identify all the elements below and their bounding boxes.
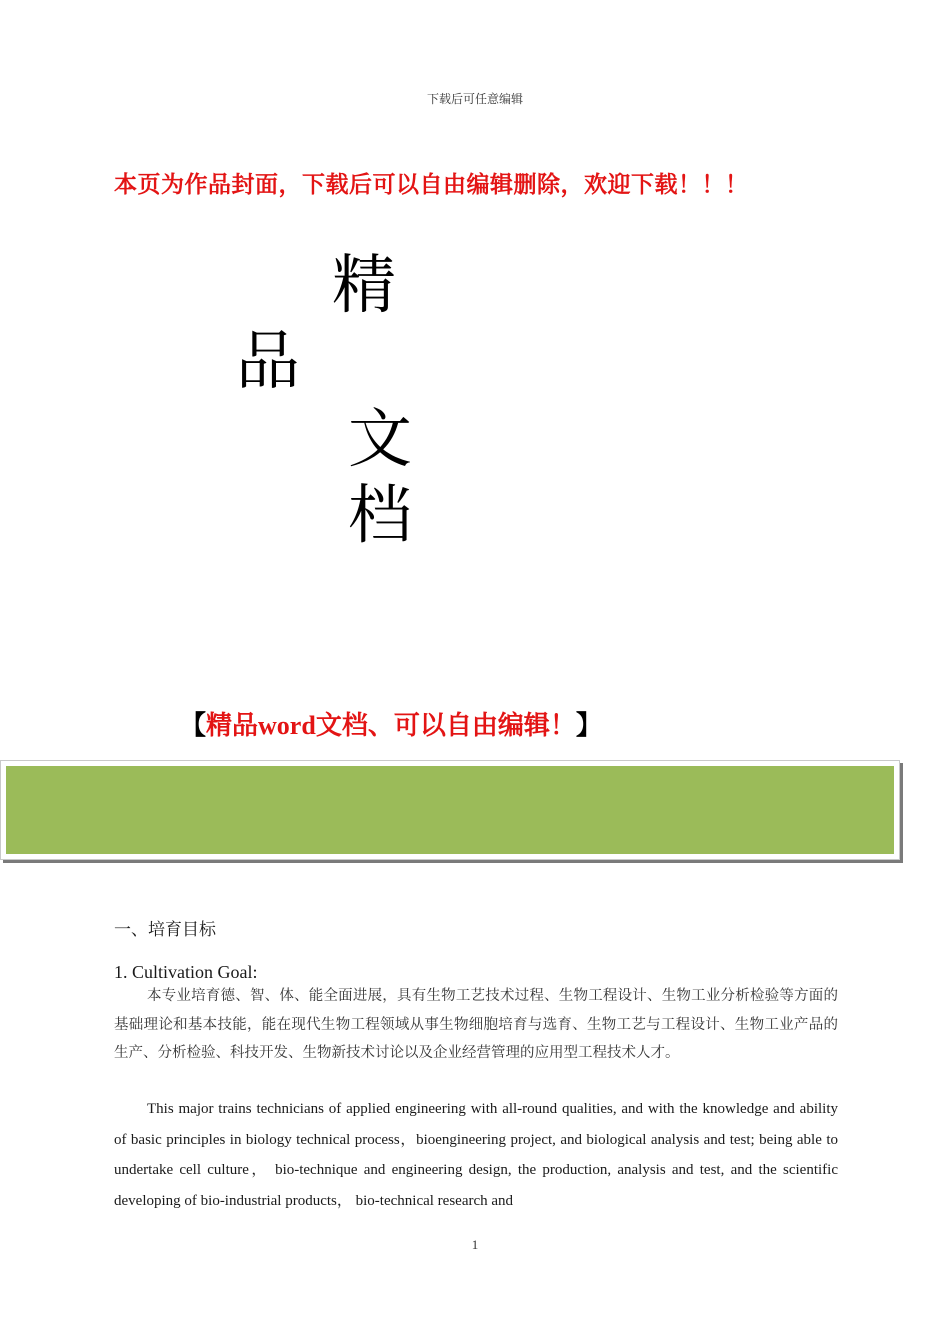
page-header-note: 下载后可任意编辑 xyxy=(426,92,523,106)
green-banner-fill xyxy=(6,766,894,854)
tagline-text-2: 文档、可以自由编辑！ xyxy=(315,711,576,740)
cover-char-4: 档 xyxy=(348,479,412,553)
section-heading: 一、培育目标 xyxy=(114,920,216,940)
cover-char-2: 品 xyxy=(236,325,300,399)
cover-char-1: 精 xyxy=(332,249,396,323)
tagline-open-bracket: 【 xyxy=(180,711,207,740)
tagline-word: word xyxy=(258,711,316,740)
green-banner xyxy=(0,760,900,860)
paragraph-english: This major trains technicians of applied engineering with all-round qualities, and with the knowledge and ability of basic principles in biology technical process，bioengineering project, and biological analysis and test; being able to undertake cell culture， bio-technique and engineering design, the production, analysis and test, and the scientific developing of bio-industrial products， bio-technical research and xyxy=(114,1101,838,1209)
cover-char-3: 文 xyxy=(348,403,412,477)
tagline-close-bracket: 】 xyxy=(575,711,602,740)
cover-notice: 本页为作品封面，下载后可以自由编辑删除，欢迎下载！！！ xyxy=(114,172,749,198)
page-number: 1 xyxy=(471,1237,479,1252)
tagline-text-1: 精品 xyxy=(206,711,259,740)
paragraph-chinese: 本专业培育德、智、体、能全面进展，具有生物工艺技术过程、生物工程设计、生物工业分析检验等方面的基础理论和基本技能，能在现代生物工程领域从事生物细胞培育与选育、生物工艺与工程设计、生物工业产品的生产、分析检验、科技开发、生物新技术讨论以及企业经营管理的应用型工程技术人才。 xyxy=(114,988,838,1061)
goal-heading: 1. Cultivation Goal: xyxy=(114,962,258,982)
cover-tagline xyxy=(180,705,602,742)
